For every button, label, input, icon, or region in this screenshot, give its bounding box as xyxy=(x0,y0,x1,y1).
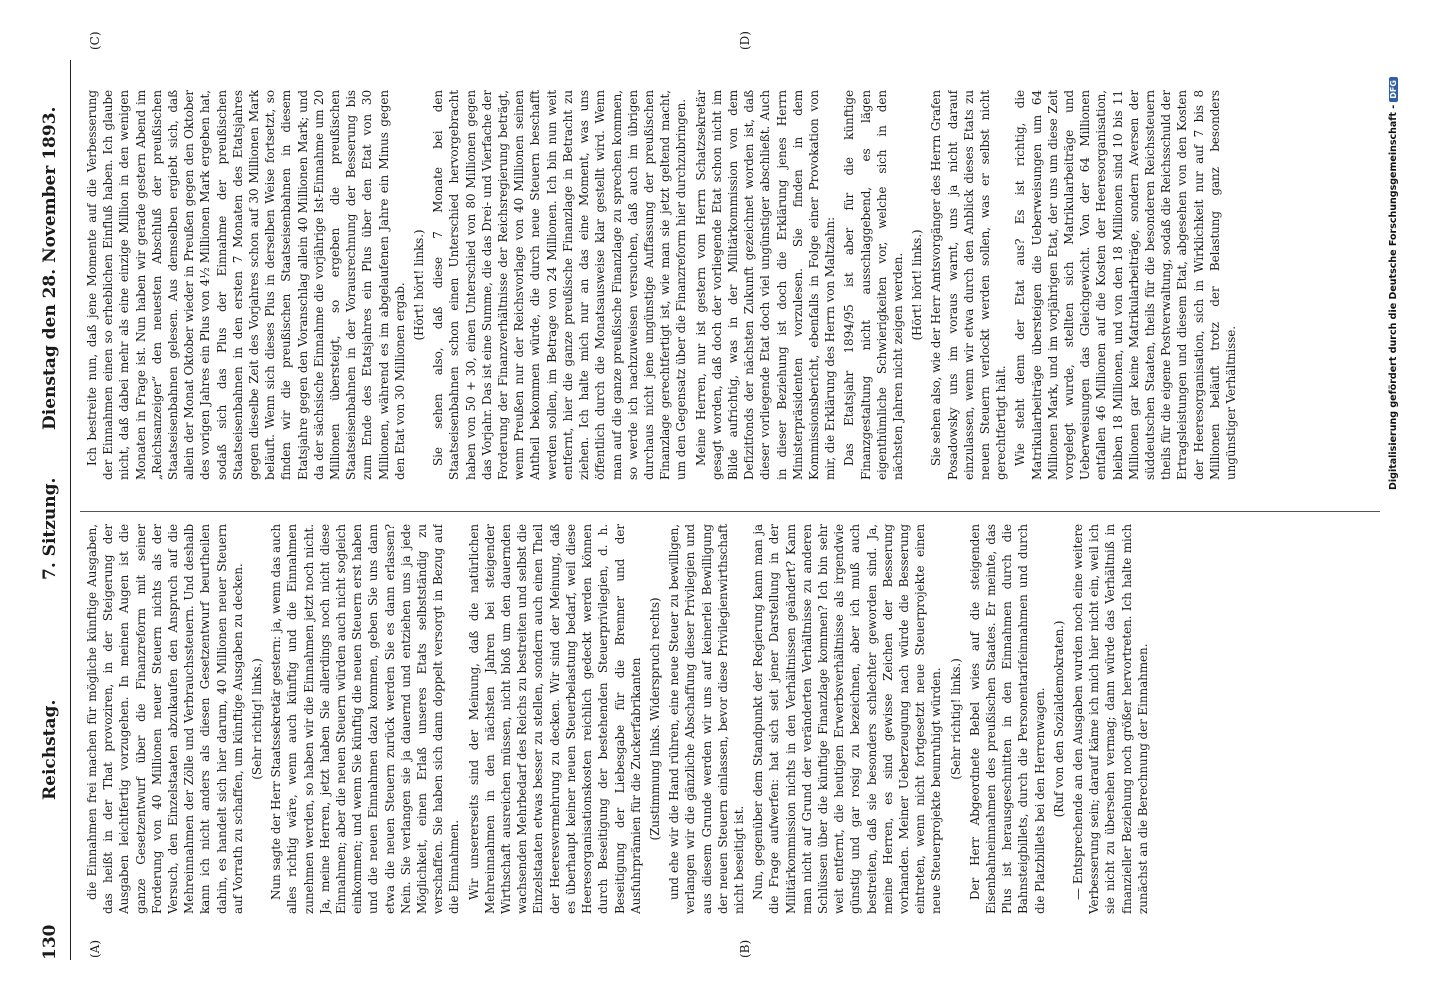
paragraph: die Einnahmen frei machen für mögliche künftige Ausgaben, das heißt in der That provoziren, in der Steigerung der Ausgaben leichtfertig vorzugehen. In meinen Augen ist die ganze Gesetzentwurf über die Finanzreform mit seiner Forderung von 40 Millionen neuer Steuern nichts als der Versuch, den Einzelstaaten abzukaufen den Anspruch auf die Mehreinnahmen der Zölle und Verbrauchssteuern. Und deshalb kann ich nicht anders als diesen Gesetzentwurf beurtheilen dahin, es handelt sich hier darum, 40 Millionen neuer Steuern auf Vorrath zu schaffen, um künftige Ausgaben zu decken. xyxy=(85,524,245,914)
digitization-credit xyxy=(1388,50,1399,490)
paragraph: und ehe wir die Hand rühren, eine neue Steuer zu bewilligen, verlangen wir die gänzliche Abschaffung dieser Privilegien und aus diesem Grunde werden wir uns auf keinerlei Bewilligung der neuen Steuern einlassen, bevor diese Privilegienwirthschaft nicht beseitigt ist. xyxy=(667,524,746,914)
dfg-logo: DFG xyxy=(1389,77,1398,102)
credit-text: Digitalisierung gefördert durch die Deutsche Forschungsgemeinschaft - xyxy=(1388,104,1399,490)
paragraph: — Entsprechende an den Ausgaben wurden noch eine weitere Verbesserung sein; darauf käme ich mich hier nicht ein, weil ich sie nicht zu übersehen vermag; dann würde das Verhältniß in finanzieller Beziehung noch größer hervortreten. Ich halte mich zunächst an die Berechnung der Einnahmen. xyxy=(1070,524,1150,914)
margin-marker-b: (B) xyxy=(738,939,752,958)
paragraph: Der Herr Abgeordnete Bebel wies auf die steigenden Eisenbahneinnahmen des preußischen Staates. Er meinte, das Plus ist herausgeschnitten in den Einnahmen durch die Bahnsteigbillets, durch die Personentarifeinnahmen und durch die Platzbillets bei den Herrenwagen. xyxy=(967,524,1047,914)
quotation: Das Etatsjahr 1894/95 ist aber für die künftige Finanzgestaltung nicht ausschlaggebend, es lägen eigenthümliche Schwierigkeiten vor, welche sich in den nächsten Jahren nicht zeigen werden. xyxy=(842,90,905,480)
paragraph: Wie steht denn der Etat aus? Es ist richtig, die Matrikularbeiträge übersteigen die Ueberweisungen um 64 Millionen Mark, und im vorjährigen Etat, der uns um diese Zeit vorgelegt wurde, stellten sich Matrikularbeiträge und Ueberweisungen das Gleichgewicht. Von der 64 Millionen entfallen 46 Millionen auf die Kosten der Heeresorganisation, bleiben 18 Millionen, und von den 18 Millionen sind 10 bis 11 Millionen gar keine Matrikularbeiträge, sondern Aversen der süddeutschen Staaten, theils für die besonderen Reichssteuern theils für die eigene Postverwaltung, sodaß die Reichsschuld der Ertragsleistungen und diesem Etat, abgesehen von den Kosten der Heeresorganisation, sich in Wirklichkeit nur auf 7 bis 8 Millionen beläuft trotz der Belastung ganz besonders ungünstiger Verhältnisse. xyxy=(1013,90,1239,480)
interjection: (Ruf von den Sozialdemokraten.) xyxy=(1051,620,1066,818)
text-column-left xyxy=(84,524,1374,914)
paragraph: Sie sehen also, daß diese 7 Monate bei den Staatseisenbahnen schon einen Unterschied hervorgebracht haben von 50 + 30, einen Unterschied von 80 Millionen gegen das Vorjahr. Das ist eine Summe, die das Drei- und Vierfache der Forderung der Finanzverhältnisse der Reichsregierung beträgt, wenn Preußen nur der Reichsvorlage von 40 Millionen seinen Antheil bekommen würde, die durch neue Steuern beschafft werden sollen, im Betrage von 24 Millionen. Ich bin nun weit entfernt, hier die ganze preußische Finanzlage in Betracht zu ziehen. Ich halte mich nur an das eine Moment, was uns öffentlich durch die Monatsausweise klar gestellt wird. Wenn man auf die ganze preußische Finanzlage zu sprechen kommen, so werde ich nachzuweisen versuchen, daß auch im übrigen durchaus nicht jene ungünstige Auffassung der preußischen Finanzlage gerechtfertigt ist, wie man sie jetzt geltend macht, um den Gegensatz über die Finanzreform hier durchzubringen. xyxy=(431,90,689,480)
interjection: (Hört! hört! links.) xyxy=(910,229,925,341)
column-divider xyxy=(80,511,1380,512)
margin-marker-d: (D) xyxy=(738,31,752,50)
interjection: (Sehr richtig! links.) xyxy=(948,658,963,780)
interjection: (Zustimmung links. Widerspruch rechts) xyxy=(647,597,662,841)
text-column-right xyxy=(84,90,1374,480)
margin-marker-c: (C) xyxy=(88,31,102,50)
interjection: (Sehr richtig! links.) xyxy=(250,658,265,780)
header-left: Reichstag. xyxy=(40,699,60,800)
page-number: 130 xyxy=(40,924,60,960)
header-rule xyxy=(70,60,71,960)
paragraph: Nun sagte der Herr Staatssekretär gestern: ja, wenn das auch alles richtig wäre, wenn auch künftig und die Einnahmen zunehmen werden, so haben wir die Einnahmen jetzt noch nicht. Ja, meine Herren, jetzt haben Sie allerdings noch nicht diese Einnahmen; aber die neuen Steuern würden auch nicht sogleich einkommen; und wenn Sie künftig die neuen Steuern erst haben und die neuen Einnahmen dazu kommen, geben Sie uns dann etwa die neuen Steuern zurück werden Sie es dann erlassen? Nein. Sie verlangen sie ja dauernd und entziehen uns ja jede Möglichkeit, einen Erlaß unseres Etats selbstständig zu verschaffen. Sie haben sich dann doppelt versorgt in Bezug auf die Einnahmen. xyxy=(269,524,462,914)
paragraph: Nun, gegenüber dem Standpunkt der Regierung kann man ja die Frage aufwerfen: hat sich seit jener Darstellung in der Militärkommission nichts in den Verhältnissen geändert? Kann man nicht auf Grund der veränderten Verhältnisse zu anderen Schlüssen über die künftige Finanzlage kommen? Ich bin sehr weit entfernt, die heutigen Erwerbsverhältnisse als irgendwie günstig und gar rosig zu bezeichnen, aber ich muß auch bestreiten, daß sie besonders schlechter geworden sind. Ja, meine Herren, es sind gewisse Zeichen der Besserung vorhanden. Meiner Ueberzeugung nach würde die Besserung eintreten, wenn nicht fortgesetzt neue Steuerprojekte einen neue Steuerprojekte beunruhigt würden. xyxy=(751,524,944,914)
paragraph: Wir unsererseits sind der Meinung, daß die natürlichen Mehreinnahmen in den nächsten Jahren bei steigender Wirthschaft ausreichen müssen, nicht bloß um den dauernden wachsenden Mehrbedarf des Reichs zu bestreiten und selbst die Einzelstaaten etwas besser zu stellen, sondern auch einen Theil der Heeresvermehrung zu decken. Wir sind der Meinung, daß es überhaupt keiner neuen Steuerbelastung bedarf, weil diese Heeresorganisationskosten reichlich gedeckt werden können durch Beseitigung der bestehenden Steuerprivilegien, d. h. Beseitigung der Liebesgabe für die Brenner und der Ausfuhrprämien für die Zuckerfabrikanten xyxy=(466,524,643,914)
paragraph: Sie sehen also, wie der Herr Amtsvorgänger des Herrn Grafen Posadowsky uns im voraus warnt, uns ja nicht darauf einzulassen, wenn wir etwa durch den Anblick dieses Etats zu neuen Steuern verlockt werden sollen, was er selbst nicht gerechtfertigt hält. xyxy=(929,90,1009,480)
paragraph: Meine Herren, nur ist gestern vom Herrn Schatzsekretär gesagt worden, daß doch der vorliegende Etat schon nicht im Bilde aufrichtig, was in der Militärkommission von dem Defizitfonds der nächsten Zukunft gezeichnet worden ist, daß dieser vorliegende Etat doch viel ungünstiger abschließt. Auch in dieser Beziehung ist doch die Erklärung jenes Herrn Ministerpräsidenten vorzulesen. Sie finden in dem Kommissionsbericht, ebenfalls in Folge einer Provokation von mir, die Erklärung des Herrn von Maltzahn: xyxy=(693,90,838,480)
page-header xyxy=(40,60,66,960)
interjection: (Hört! hört! links.) xyxy=(412,229,427,341)
header-right: Dienstag den 28. November 1893. xyxy=(40,106,60,430)
header-center: 7. Sitzung. xyxy=(40,477,60,580)
margin-marker-a: (A) xyxy=(88,939,102,958)
paragraph: Ich bestreite nun, daß jene Momente auf die Verbesserung der Einnahmen einen so erheblichen Einfluß haben. Ich glaube nicht, daß dabei mehr als eine einzige Million in den wenigen Monaten in Frage ist. Nun haben wir gerade gestern Abend im „Reichsanzeiger“ den neuesten Abschluß der preußischen Staatseisenbahnen gelesen. Aus demselben ergiebt sich, daß allein der Monat Oktober wieder in Preußen gegen den Oktober des vorigen Jahres ein Plus von 4½ Millionen Mark ergeben hat, sodaß sich das Plus der Einnahme der preußischen Staatseisenbahnen in den ersten 7 Monaten des Etatsjahres gegen dieselbe Zeit des Vorjahres schon auf 30 Millionen Mark beläuft. Wenn sich dieses Plus in derselben Weise fortsetzt, so finden wir die preußischen Staatseisenbahnen in diesem Etatsjahre gegen den Voranschlag allein 40 Millionen Mark; und da der sächsische Einnahme die vorjährige Ist-Einnahme um 20 Millionen übersteigt, so ergeben die preußischen Staatseisenbahnen in der Vorausrechnung der Besserung bis zum Ende des Etatsjahres ein Plus über den Etat von 30 Millionen, während es im abgelaufenen Jahre ein Minus gegen den Etat von 30 Millionen ergab. xyxy=(85,90,407,480)
